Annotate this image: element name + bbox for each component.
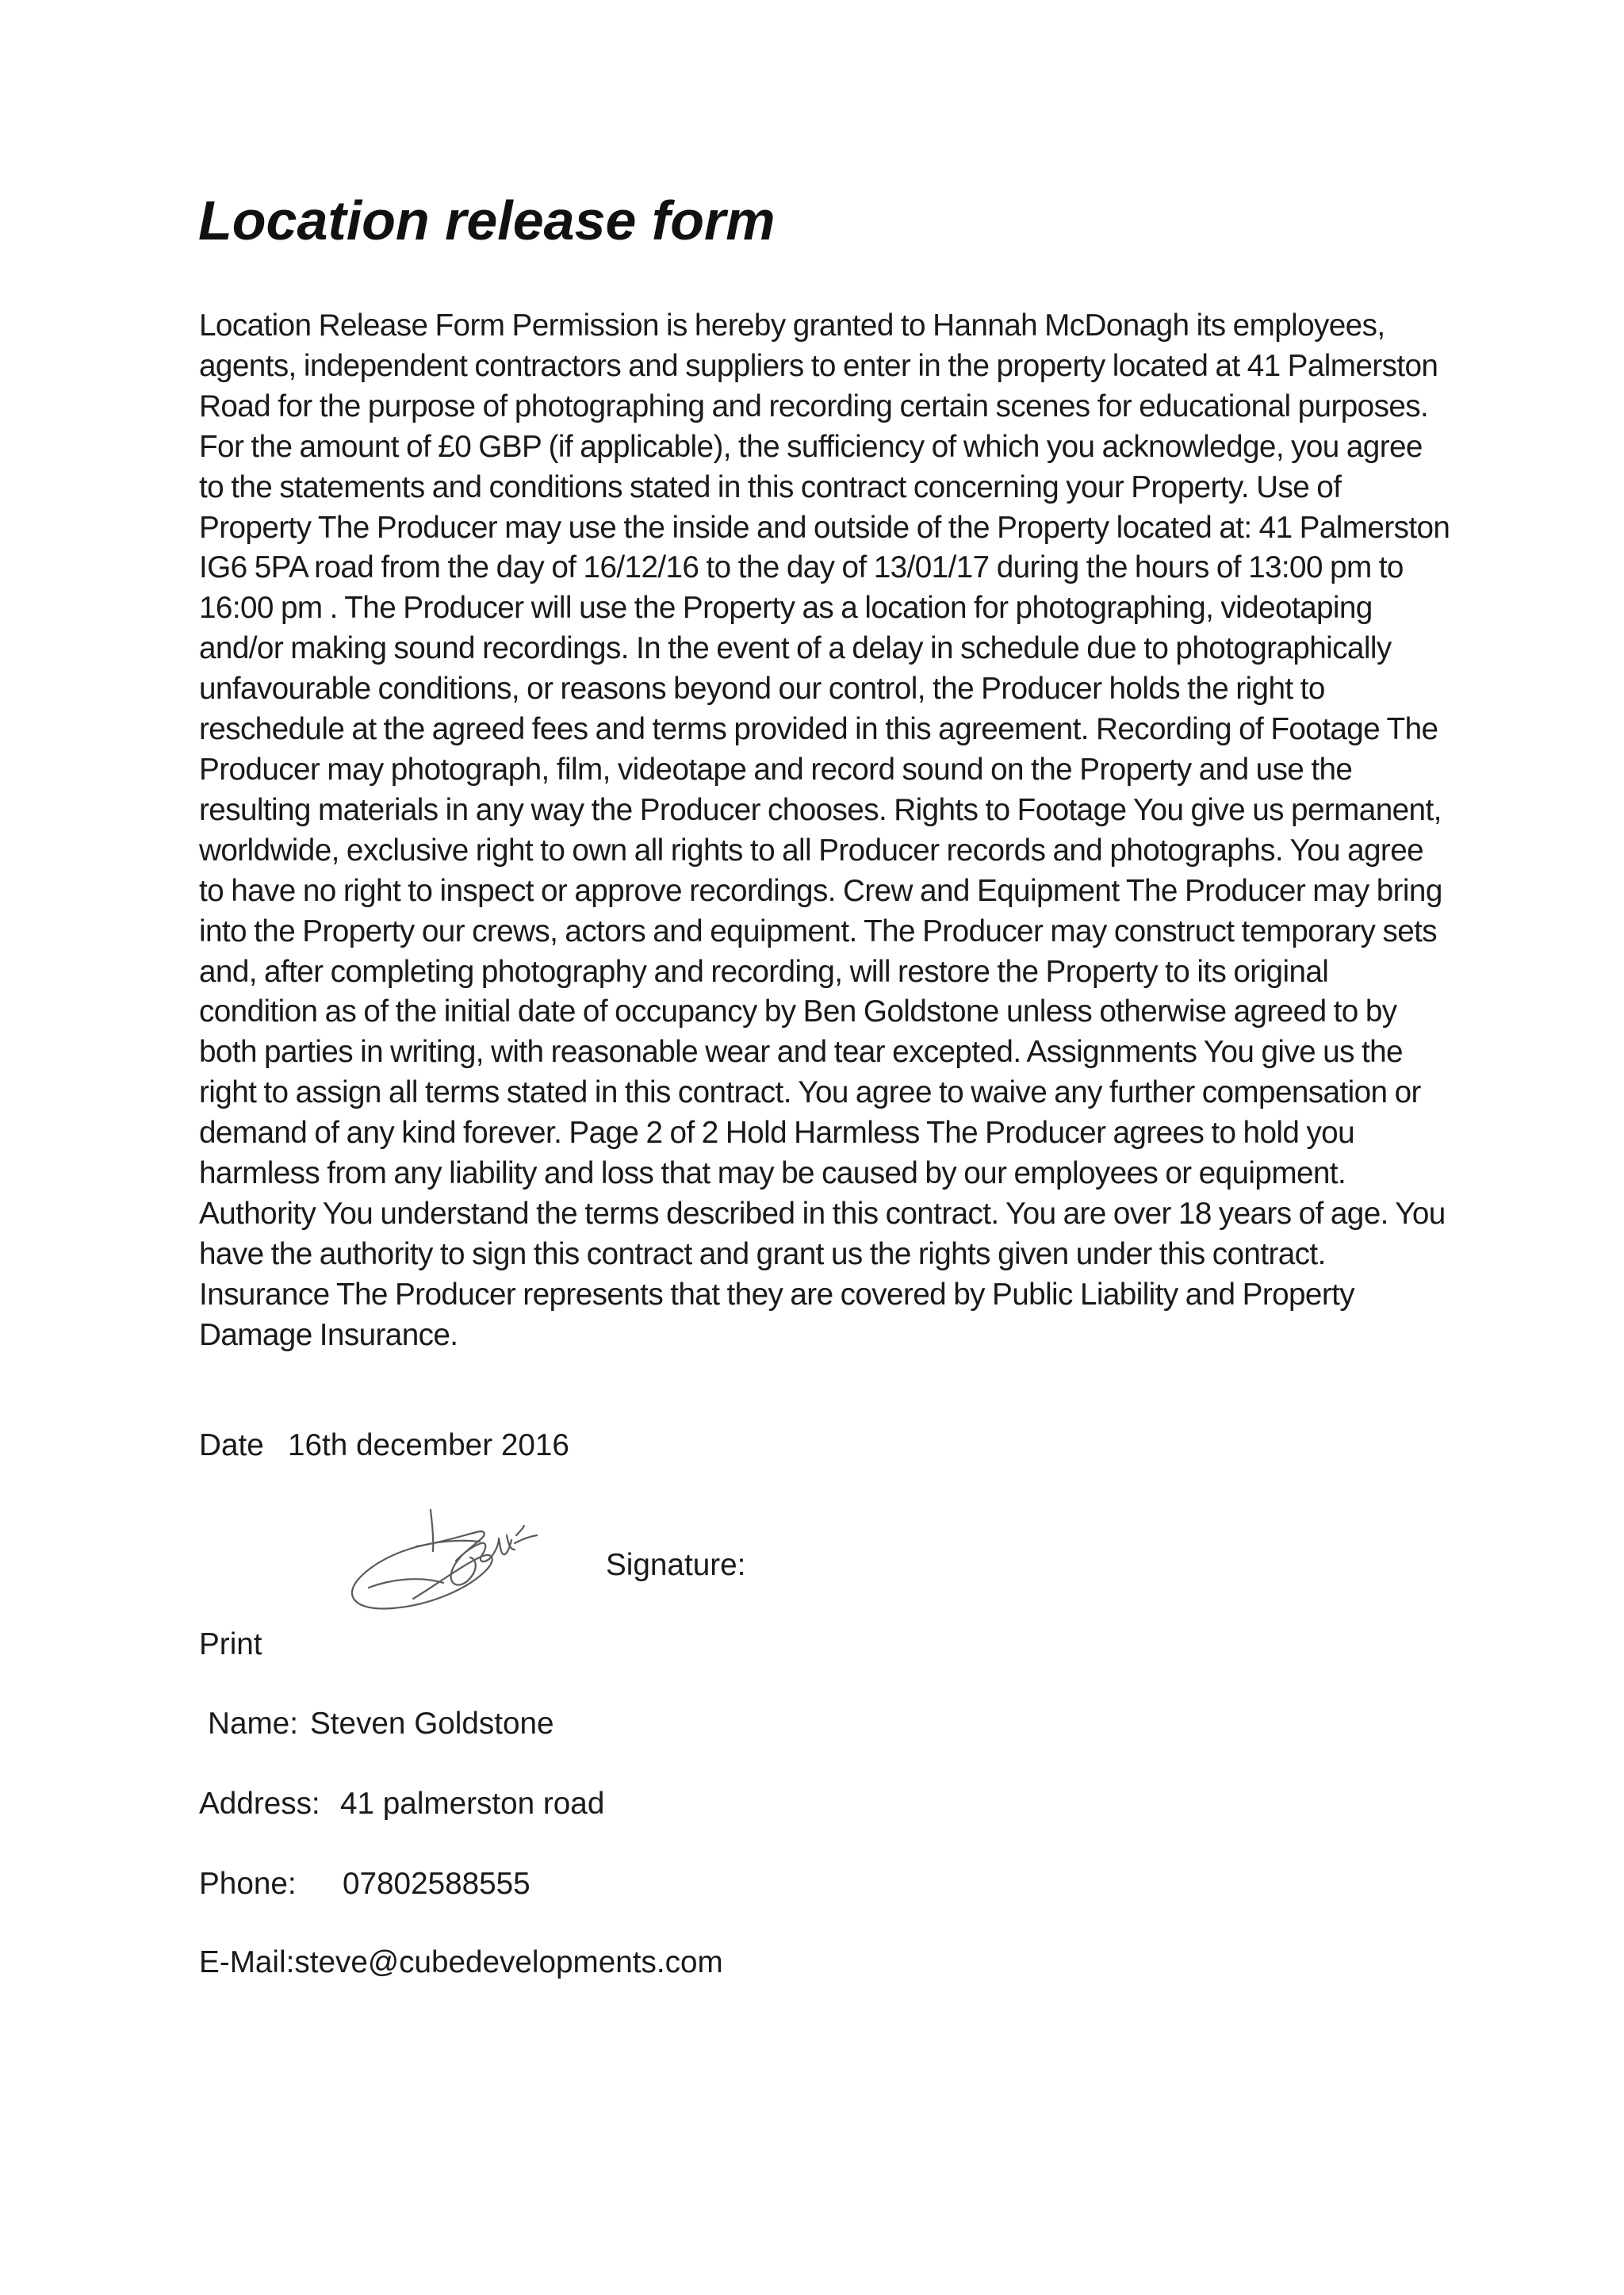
email-field xyxy=(199,1943,723,1983)
date-label: Date xyxy=(199,1428,264,1462)
signature-image xyxy=(337,1500,583,1619)
document-title: Location release form xyxy=(198,190,776,251)
phone-field xyxy=(199,1864,530,1904)
name-value: Steven Goldstone xyxy=(310,1707,554,1741)
name-label: Name: xyxy=(208,1707,298,1741)
date-field xyxy=(199,1426,569,1466)
phone-value: 07802588555 xyxy=(343,1867,530,1901)
email-value: steve@cubedevelopments.com xyxy=(294,1945,723,1979)
date-value: 16th december 2016 xyxy=(288,1428,569,1462)
address-field xyxy=(199,1784,604,1824)
signature-label: Signature: xyxy=(606,1548,746,1582)
name-field xyxy=(199,1704,554,1744)
release-terms-paragraph: Location Release Form Permission is hereby granted to Hannah McDonagh its employees, agents, independent contractors and suppliers to enter in the property located at 41 Palmerston Road for the purpose of photographing and recording certain scenes for educational purposes. For the amount of £0 GBP (if applicable), the sufficiency of which you acknowledge, you agree to the statements and conditions stated in this contract concerning your Property. Use of Property The Producer may use the inside and outside of the Property located at: 41 Palmerston IG6 5PA road from the day of 16/12/16 to the day of 13/01/17 during the hours of 13:00 pm to 16:00 pm . The Producer will use the Property as a location for photographing, videotaping and/or making sound recordings. In the event of a delay in schedule due to photographically unfavourable conditions, or reasons beyond our control, the Producer holds the right to reschedule at the agreed fees and terms provided in this agreement. Recording of Footage The Producer may photograph, film, videotape and record sound on the Property and use the resulting materials in any way the Producer chooses. Rights to Footage You give us permanent, worldwide, exclusive right to own all rights to all Producer records and photographs. You agree to have no right to inspect or approve recordings. Crew and Equipment The Producer may bring into the Property our crews, actors and equipment. The Producer may construct temporary sets and, after completing photography and recording, will restore the Property to its original condition as of the initial date of occupancy by Ben Goldstone unless otherwise agreed to by both parties in writing, with reasonable wear and tear excepted. Assignments You give us the right to assign all terms stated in this contract. You agree to waive any further compensation or demand of any kind forever. Page 2 of 2 Hold Harmless The Producer agrees to hold you harmless from any liability and loss that may be caused by our employees or equipment. Authority You understand the terms described in this contract. You are over 18 years of age. You have the authority to sign this contract and grant us the rights given under this contract. Insurance The Producer represents that they are covered by Public Liability and Property Damage Insurance. xyxy=(199,308,1450,1352)
email-label: E-Mail: xyxy=(199,1945,295,1979)
print-label: Print xyxy=(199,1627,262,1661)
address-value: 41 palmerston road xyxy=(340,1787,605,1821)
phone-label: Phone: xyxy=(199,1867,297,1901)
address-label: Address: xyxy=(199,1787,320,1821)
